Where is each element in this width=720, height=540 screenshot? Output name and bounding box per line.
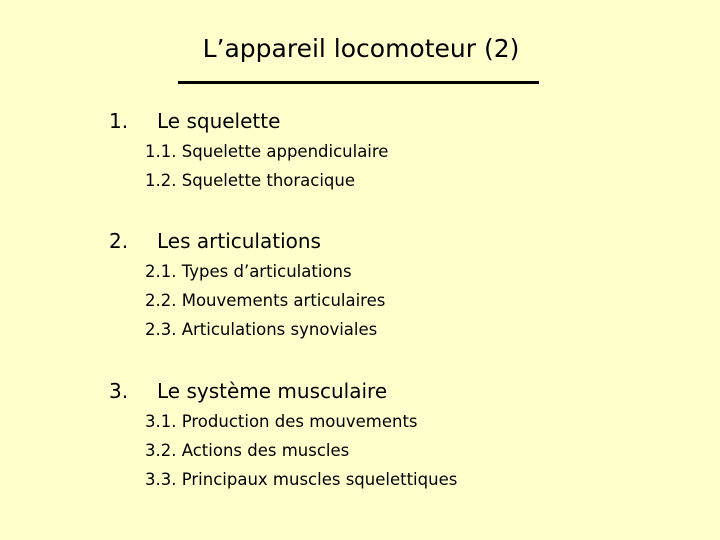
title-underline [178,81,539,84]
section-3-heading: Le système musculaire [157,379,388,403]
section-2-item-2: 2.2. Mouvements articulaires [145,291,386,310]
section-1-item-2: 1.2. Squelette thoracique [145,171,356,190]
section-3-item-1: 3.1. Production des mouvements [145,412,418,431]
slide-title: L’appareil locomoteur (2) [202,34,520,63]
section-1-item-1: 1.1. Squelette appendiculaire [145,142,389,161]
section-1-number: 1. [109,109,129,133]
section-2-heading: Les articulations [157,229,321,253]
section-3-number: 3. [109,379,129,403]
section-2-number: 2. [109,229,129,253]
section-1-heading: Le squelette [157,109,281,133]
section-2-item-3: 2.3. Articulations synoviales [145,320,378,339]
section-3-item-3: 3.3. Principaux muscles squelettiques [145,470,458,489]
section-2-item-1: 2.1. Types d’articulations [145,262,352,281]
section-3-item-2: 3.2. Actions des muscles [145,441,350,460]
